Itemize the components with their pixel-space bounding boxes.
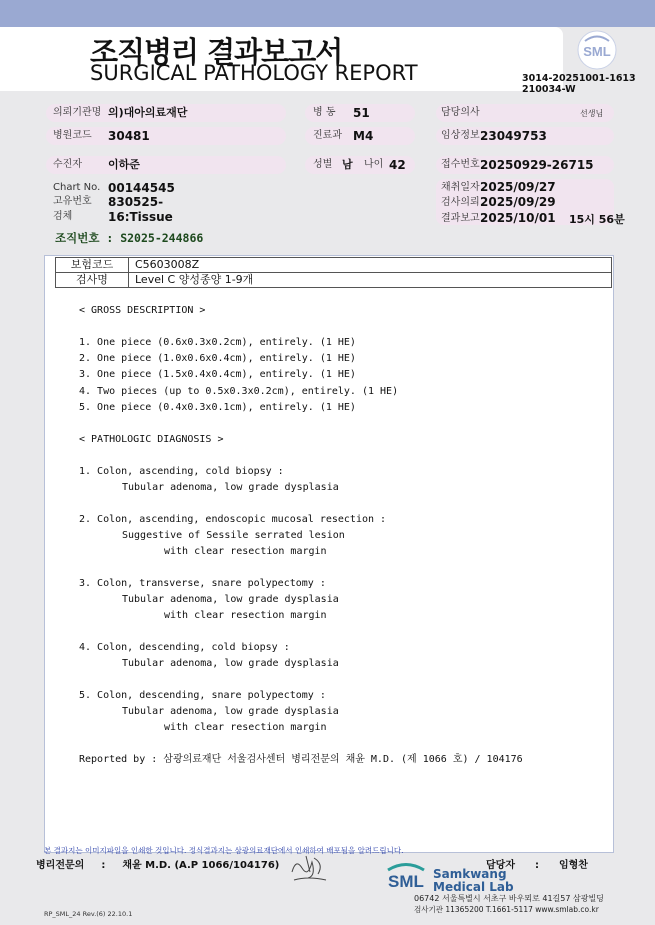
chart-label: Chart No. [53,182,101,193]
diagnosis-finding: Tubular adenoma, low grade dysplasia [122,482,339,493]
lab-name-line2: Medical Lab [433,880,514,894]
result-label: 결과보고 [441,213,480,224]
diagnosis-site: 2. Colon, ascending, endoscopic mucosal resection : [79,514,387,525]
document-id-line2: 210034-W [522,84,576,95]
diagnosis-margin: with clear resection margin [164,610,327,621]
report-body [44,255,614,853]
request-value: 2025/09/29 [480,195,556,209]
pathologist-line: 병리전문의 : 채윤 M.D. (A.P 1066/104176) [36,860,280,871]
diagnosis-site: 1. Colon, ascending, cold biopsy : [79,466,284,477]
chart-value: 00144545 [108,181,175,195]
specimen-label: 검체 [53,211,73,222]
gross-line: 2. One piece (1.0x0.6x0.4cm), entirely. (1 HE) [79,353,356,364]
id-label: 고유번호 [53,196,92,207]
sml-logo-text: SML [583,44,611,59]
diagnosis-heading: < PATHOLOGIC DIAGNOSIS > [79,434,224,445]
receipt-label: 접수번호 [441,159,480,170]
gross-line: 3. One piece (1.5x0.4x0.4cm), entirely. (1 HE) [79,369,356,380]
doctor-label: 담당의사 [441,107,480,118]
result-time: 15시 56분 [569,213,625,226]
diagnosis-margin: with clear resection margin [164,722,327,733]
specimen-value: 16:Tissue [108,210,173,224]
test-name-label: 검사명 [56,273,129,288]
lab-address: 06742 서울특별시 서초구 바우뫼로 41길57 삼광빌딩 [414,894,604,903]
collect-value: 2025/09/27 [480,180,556,194]
manager-value: 임형찬 [558,860,588,871]
diagnosis-finding: Suggestive of Sessile serrated lesion [122,530,345,541]
sex-label: 성별 [313,159,333,170]
manager-line: 담당자 : 임형찬 [486,860,588,871]
ward-label: 병 동 [313,107,336,118]
pill-patient [46,156,286,174]
dept-label: 진료과 [313,130,342,141]
institution-value: 의)대아의료재단 [108,106,188,119]
lab-contact: 검사기관 11365200 T.1661-5117 www.smlab.co.kr [414,905,599,914]
age-label: 나이 [364,159,384,170]
document-id-line1: 3014-20251001-1613 [522,73,636,84]
patient-value: 이하준 [108,158,140,171]
insurance-code-label: 보험코드 [56,258,129,273]
hospital-code-label: 병원코드 [53,130,92,141]
lab-logo-text: SML [388,872,424,889]
diagnosis-site: 3. Colon, transverse, snare polypectomy : [79,578,326,589]
tissue-number: 조직번호 : S2025-244866 [55,231,204,245]
table-row [56,258,612,273]
gross-line: 4. Two pieces (up to 0.5x0.3x0.2cm), entirely. (1 HE) [79,386,399,397]
receipt-value: 20250929-26715 [480,158,594,172]
gross-heading: < GROSS DESCRIPTION > [79,305,206,316]
result-value: 2025/10/01 [480,211,556,225]
doctor-value: 선생님 [580,109,604,118]
report-title-korean: 조직병리 결과보고서 [90,35,343,69]
pathologist-label: 병리전문의 [36,860,85,871]
test-name-value: Level C 양성종양 1-9개 [129,273,612,288]
reported-by: Reported by : 삼광의료재단 서울검사센터 병리전문의 채윤 M.D. (제 1066 호) / 104176 [79,754,523,765]
report-title-english: SURGICAL PATHOLOGY REPORT [90,61,418,85]
id-value: 830525- [108,195,164,209]
diagnosis-finding: Tubular adenoma, low grade dysplasia [122,594,339,605]
sex-value: 남 [342,158,353,171]
pathologist-value: 채윤 M.D. (A.P 1066/104176) [122,860,280,871]
manager-label: 담당자 [486,860,515,871]
top-band [0,0,655,27]
institution-label: 의뢰기관명 [53,107,102,118]
clinical-no-label: 임상정보 [441,130,480,141]
hospital-code-value: 30481 [108,129,150,143]
diagnosis-site: 4. Colon, descending, cold biopsy : [79,642,290,653]
diagnosis-finding: Tubular adenoma, low grade dysplasia [122,706,339,717]
lab-name-line1: Samkwang [433,867,507,881]
image-notice: 본 결과지는 이미지파일을 인쇄한 것입니다. 정식결과지는 삼광의료재단에서 인쇄하여 배포됨을 알려드립니다. [44,846,404,855]
diagnosis-finding: Tubular adenoma, low grade dysplasia [122,658,339,669]
insurance-table [55,257,612,288]
lab-logo-icon [386,861,426,889]
request-label: 검사의뢰 [441,197,480,208]
table-row [56,273,612,288]
diagnosis-site: 5. Colon, descending, snare polypectomy : [79,690,326,701]
dept-value: M4 [353,129,374,143]
ward-value: 51 [353,106,370,120]
form-id: RP_SML_24 Rev.(6) 22.10.1 [44,910,133,918]
gross-line: 1. One piece (0.6x0.3x0.2cm), entirely. (1 HE) [79,337,356,348]
patient-label: 수진자 [53,159,82,170]
sml-logo-icon [577,30,617,70]
age-value: 42 [389,158,406,172]
collect-label: 채취일자 [441,182,480,193]
gross-line: 5. One piece (0.4x0.3x0.1cm), entirely. (1 HE) [79,402,356,413]
clinical-no-value: 23049753 [480,129,547,143]
insurance-code-value: C5603008Z [129,258,612,273]
document-id [522,73,636,95]
signature-icon [288,850,330,884]
diagnosis-margin: with clear resection margin [164,546,327,557]
